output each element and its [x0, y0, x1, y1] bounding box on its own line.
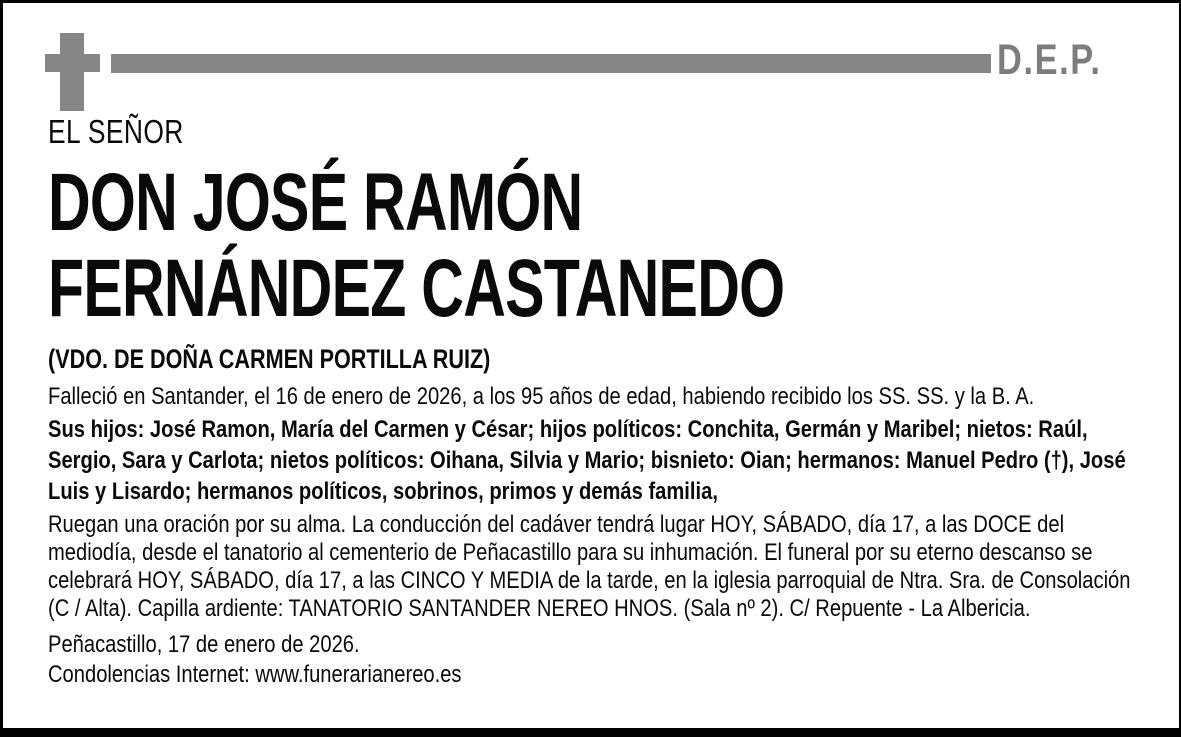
condolences-line: Condolencias Internet: www.funerarianereo.es — [48, 661, 462, 688]
cross-stem — [60, 33, 84, 111]
deceased-name-line-1: DON JOSÉ RAMÓN — [48, 157, 583, 248]
funeral-details-paragraph: Ruegan una oración por su alma. La conducción del cadáver tendrá lugar HOY, SÁBADO, día 17, a las DOCE del mediodía, desde el tanatorio al cementerio de Peñacastillo para su inhumación. El funeral por su eterno descanso se celebrará HOY, SÁBADO, día 17, a las CINCO Y MEDIA de la tarde, en la iglesia parroquial de Ntra. Sra. de Consolación (C / Alta). Capilla ardiente: TANATORIO SANTANDER NEREO HNOS. (Sala nº 2). C/ Repuente - La Albericia. — [48, 511, 1131, 622]
deceased-name — [48, 157, 1138, 334]
family-members-paragraph: Sus hijos: José Ramon, María del Carmen y César; hijos políticos: Conchita, Germán y Maribel; nietos: Raúl, Sergio, Sara y Carlota; nietos políticos: Oihana, Silvia y Mario; bisnieto: Oian; hermanos: Manuel Pedro (†), José Luis y Lisardo; hermanos políticos, sobrinos, primos y demás familia, — [48, 416, 1126, 505]
place-date-line: Peñacastillo, 17 de enero de 2026. — [48, 631, 360, 658]
honorific-label: EL SEÑOR — [48, 113, 184, 150]
death-notice-line: Falleció en Santander, el 16 de enero de 2026, a los 95 años de edad, habiendo recibido los SS. SS. y la B. A. — [48, 383, 1035, 410]
dep-label: D.E.P. — [997, 36, 1102, 84]
cross-arm — [45, 54, 100, 72]
header-divider-bar — [111, 54, 991, 73]
deceased-name-line-2: FERNÁNDEZ CASTANEDO — [48, 243, 785, 334]
widower-note: (VDO. DE DOÑA CARMEN PORTILLA RUIZ) — [48, 344, 491, 374]
footer-block — [48, 630, 1139, 690]
obituary-content — [48, 115, 1139, 690]
latin-cross-icon — [45, 33, 100, 111]
